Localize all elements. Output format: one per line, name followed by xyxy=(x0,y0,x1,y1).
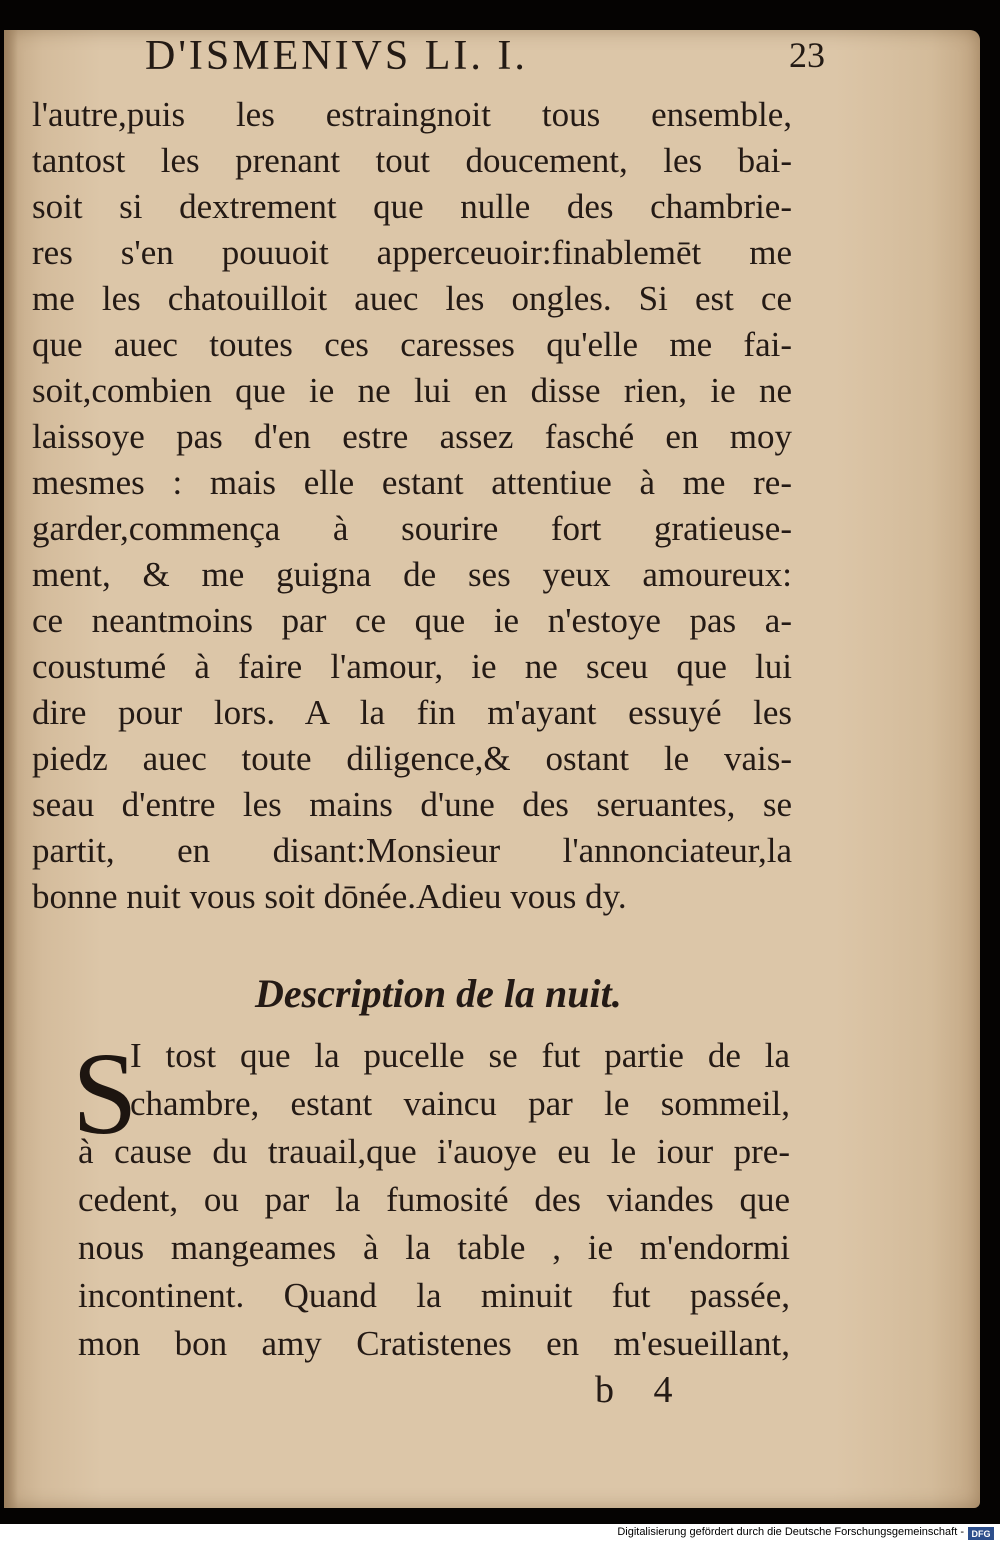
page-header xyxy=(145,32,825,92)
text-line: me les chatouilloit auec les ongles. Si est ce xyxy=(32,279,792,318)
text-line: incontinent. Quand la minuit fut passée, xyxy=(78,1276,790,1315)
text-line: à cause du trauail,que i'auoye eu le iour pre- xyxy=(78,1132,790,1171)
text-line: laissoye pas d'en estre assez fasché en moy xyxy=(32,417,792,456)
text-line: bonne nuit vous soit dōnée.Adieu vous dy. xyxy=(32,877,627,916)
text-line: garder,commença à sourire fort gratieuse- xyxy=(32,509,792,548)
text-line: soit,combien que ie ne lui en disse rien, ie ne xyxy=(32,371,792,410)
text-line: tantost les prenant tout doucement, les bai- xyxy=(32,141,792,180)
section-title: Description de la nuit. xyxy=(255,971,622,1016)
text-line: coustumé à faire l'amour, ie ne sceu que lui xyxy=(32,647,792,686)
text-line: piedz auec toute diligence,& ostant le vais- xyxy=(32,739,792,778)
text-line: que auec toutes ces caresses qu'elle me fai- xyxy=(32,325,792,364)
body-text xyxy=(32,92,792,920)
footer-bar xyxy=(0,1524,1000,1544)
text-line: mon bon amy Cratistenes en m'esueillant, xyxy=(78,1324,790,1363)
text-line: l'autre,puis les estraingnoit tous ensemble, xyxy=(32,95,792,134)
text-line: soit si dextrement que nulle des chambrie- xyxy=(32,187,792,226)
running-title: D'ISMENIVS LI. I. xyxy=(145,33,528,79)
signature-mark: b 4 xyxy=(595,1369,673,1411)
drop-capital: S xyxy=(72,1028,138,1159)
text-line: cedent, ou par la fumosité des viandes que xyxy=(78,1180,790,1219)
section-body-text xyxy=(78,1032,790,1368)
page-gutter-shadow xyxy=(4,30,18,1508)
text-line: chambre, estant vaincu par le sommeil, xyxy=(130,1084,790,1123)
text-line: I tost que la pucelle se fut partie de la xyxy=(130,1036,790,1075)
text-line: mesmes : mais elle estant attentiue à me re- xyxy=(32,463,792,502)
dfg-logo-icon xyxy=(968,1527,994,1540)
text-line: dire pour lors. A la fin m'ayant essuyé les xyxy=(32,693,792,732)
text-line: seau d'entre les mains d'une des seruantes, se xyxy=(32,785,792,824)
text-line: ment, & me guigna de ses yeux amoureux: xyxy=(32,555,792,594)
funding-credit: Digitalisierung gefördert durch die Deutsche Forschungsgemeinschaft - xyxy=(617,1526,964,1538)
folio-number: 23 xyxy=(789,35,825,75)
text-line: partit, en disant:Monsieur l'annonciateur,la xyxy=(32,831,792,870)
dfg-logo-text: DFG xyxy=(971,1529,991,1539)
text-line: res s'en pouuoit apperceuoir:finablemēt me xyxy=(32,233,792,272)
text-line: ce neantmoins par ce que ie n'estoye pas a- xyxy=(32,601,792,640)
text-line: nous mangeames à la table , ie m'endormi xyxy=(78,1228,790,1267)
